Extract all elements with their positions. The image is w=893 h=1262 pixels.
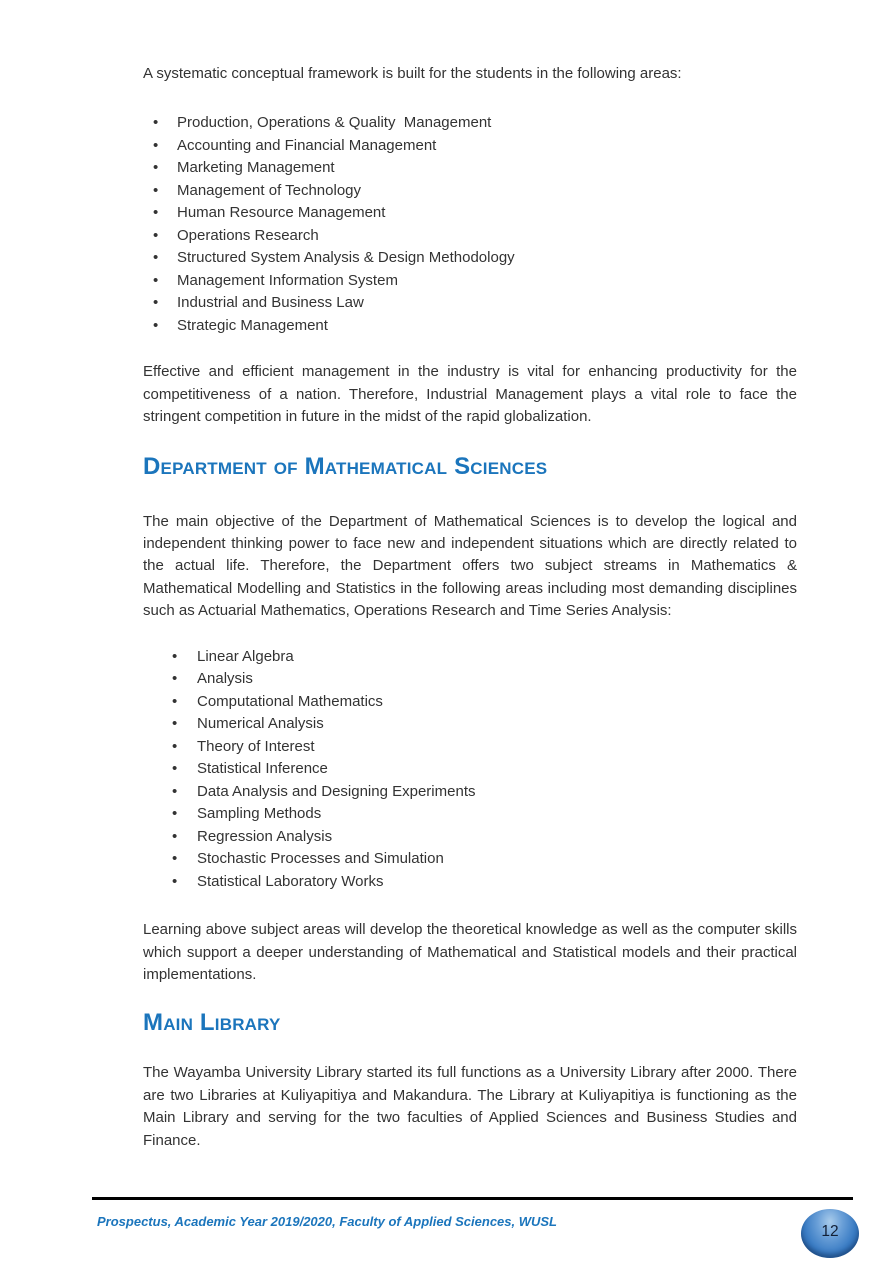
footer-text: Prospectus, Academic Year 2019/2020, Faculty of Applied Sciences, WUSL [97, 1214, 558, 1229]
section-heading-mathematical-sciences: Department of Mathematical Sciences [143, 452, 548, 480]
list-item: • Sampling Methods [143, 803, 797, 826]
page-number: 12 [821, 1222, 839, 1240]
list-item: • Operations Research [143, 225, 797, 248]
list-item: • Statistical Inference [143, 758, 797, 781]
list-item: • Accounting and Financial Management [143, 135, 797, 158]
intro-paragraph: A systematic conceptual framework is built for the students in the following areas: [143, 65, 682, 82]
learning-paragraph: Learning above subject areas will develop the theoretical knowledge as well as the computer skills which support a deeper understanding of Mathematical and Statistical models and their practical implementations. [143, 921, 797, 983]
list-item: • Structured System Analysis & Design Methodology [143, 247, 797, 270]
list-item: • Management Information System [143, 270, 797, 293]
management-areas-list [143, 112, 797, 337]
math-subjects-list [143, 646, 797, 894]
management-paragraph: Effective and efficient management in the industry is vital for enhancing productivity for the competitiveness of a nation. Therefore, Industrial Management plays a vital role to face the stringent competition in future in the midst of the rapid globalization. [143, 363, 797, 426]
dept-objective-paragraph: The main objective of the Department of Mathematical Sciences is to develop the logical and independent thinking power to face new and independent situations which are directly related to the actual life. Therefore, the Department offers two subject streams in Mathematics & Mathematical Modelling and Statistics in the following areas including most demanding disciplines such as Actuarial Mathematics, Operations Research and Time Series Analysis: [143, 512, 797, 620]
list-item: • Production, Operations & Quality Management [143, 112, 797, 135]
list-item: • Numerical Analysis [143, 713, 797, 736]
list-item: • Human Resource Management [143, 202, 797, 225]
list-item: • Regression Analysis [143, 826, 797, 849]
list-item: • Management of Technology [143, 180, 797, 203]
page-number-badge [801, 1209, 859, 1258]
footer-divider-rule [92, 1197, 853, 1200]
list-item: • Statistical Laboratory Works [143, 871, 797, 894]
list-item: • Theory of Interest [143, 736, 797, 759]
list-item: • Computational Mathematics [143, 691, 797, 714]
page-content [143, 63, 797, 1152]
library-paragraph: The Wayamba University Library started its full functions as a University Library after 2000. There are two Libraries at Kuliyapitiya and Makandura. The Library at Kuliyapitiya is functioning as the Main Library and serving for the two faculties of Applied Sciences and Business Studies and Finance. [143, 1064, 797, 1149]
list-item: • Linear Algebra [143, 646, 797, 669]
list-item: • Industrial and Business Law [143, 292, 797, 315]
list-item: • Analysis [143, 668, 797, 691]
section-heading-main-library: Main Library [143, 1009, 281, 1037]
list-item: • Marketing Management [143, 157, 797, 180]
list-item: • Strategic Management [143, 315, 797, 338]
list-item: • Data Analysis and Designing Experiments [143, 781, 797, 804]
list-item: • Stochastic Processes and Simulation [143, 848, 797, 871]
